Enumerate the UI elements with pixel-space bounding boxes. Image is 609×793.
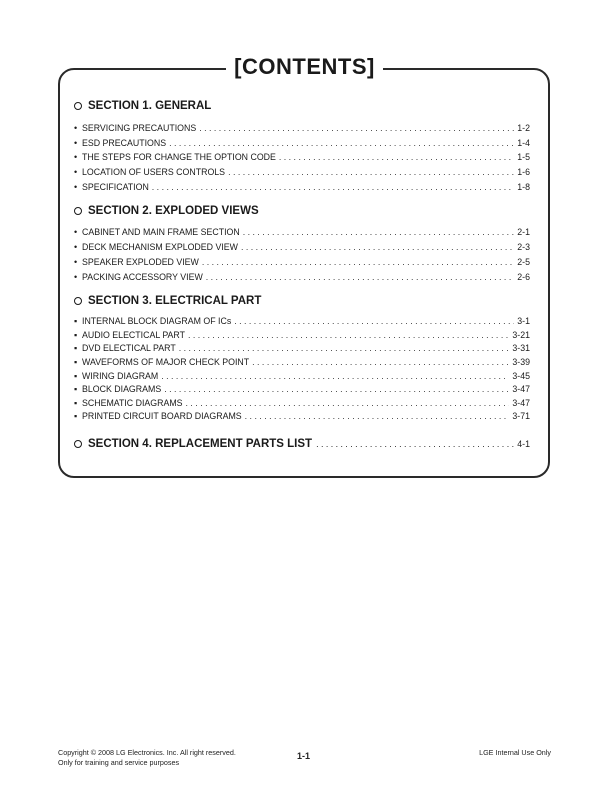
toc-entry-label: SPEAKER EXPLODED VIEW bbox=[82, 256, 199, 267]
toc-entry-label: DVD ELECTICAL PART bbox=[82, 343, 176, 354]
section-3 bbox=[74, 295, 530, 424]
dot-leader bbox=[179, 342, 510, 356]
toc-entry-page: 2-5 bbox=[517, 256, 530, 267]
bullet-icon: • bbox=[74, 152, 78, 163]
toc-entry[interactable] bbox=[74, 136, 530, 151]
toc-entry-label: BLOCK DIAGRAMS bbox=[82, 384, 162, 395]
internal-use-text: LGE Internal Use Only bbox=[479, 748, 551, 757]
toc-entry-label: SERVICING PRECAUTIONS bbox=[82, 123, 197, 133]
toc-entry-page: 3-39 bbox=[512, 356, 530, 367]
dot-leader bbox=[161, 370, 509, 384]
section-4-label: SECTION 4. REPLACEMENT PARTS LIST bbox=[88, 437, 313, 450]
bullet-icon: ▪ bbox=[74, 411, 78, 422]
bullet-icon: ▪ bbox=[74, 356, 78, 367]
dot-leader bbox=[279, 150, 514, 165]
toc-entry[interactable] bbox=[74, 255, 530, 270]
bullet-icon: • bbox=[74, 181, 78, 192]
bullet-icon: • bbox=[74, 167, 78, 178]
dot-leader bbox=[164, 383, 509, 397]
dot-leader bbox=[245, 410, 510, 424]
dot-leader bbox=[169, 136, 514, 151]
toc-entry-page: 3-47 bbox=[512, 397, 530, 408]
footer-left bbox=[58, 748, 236, 768]
section-3-heading: SECTION 3. ELECTRICAL PART bbox=[74, 295, 530, 307]
contents-list bbox=[74, 96, 530, 450]
copyright-text: Copyright © 2008 LG Electronics. Inc. All right reserved. bbox=[58, 748, 236, 757]
toc-entry-page: 2-1 bbox=[517, 227, 530, 238]
dot-leader bbox=[316, 439, 514, 449]
dot-leader bbox=[234, 315, 514, 329]
dot-leader bbox=[206, 270, 515, 285]
bullet-icon: • bbox=[74, 227, 78, 238]
dot-leader bbox=[152, 180, 514, 195]
toc-entry[interactable] bbox=[74, 315, 530, 329]
toc-entry-label: INTERNAL BLOCK DIAGRAM OF ICs bbox=[82, 316, 232, 327]
page-number: 1-1 bbox=[297, 751, 311, 761]
toc-entry[interactable] bbox=[74, 165, 530, 180]
toc-entry-page: 3-45 bbox=[512, 370, 530, 381]
toc-entry-page: 3-71 bbox=[512, 411, 530, 422]
toc-entry[interactable] bbox=[74, 329, 530, 343]
dot-leader bbox=[252, 356, 509, 370]
section-4-page: 4-1 bbox=[517, 438, 530, 449]
training-text: Only for training and service purposes bbox=[58, 758, 180, 767]
bullet-icon: • bbox=[74, 137, 78, 148]
bullet-icon: ▪ bbox=[74, 397, 78, 408]
toc-entry[interactable] bbox=[74, 240, 530, 255]
section-2 bbox=[74, 205, 530, 284]
toc-entry-page: 3-31 bbox=[512, 343, 530, 354]
bullet-icon: ▪ bbox=[74, 370, 78, 381]
circle-bullet-icon bbox=[74, 207, 82, 215]
bullet-icon: • bbox=[74, 242, 78, 253]
toc-entry-label: PACKING ACCESSORY VIEW bbox=[82, 271, 203, 282]
bullet-icon: ▪ bbox=[74, 316, 78, 327]
toc-entry-label: SPECIFICATION bbox=[82, 181, 149, 192]
toc-entry[interactable] bbox=[74, 397, 530, 411]
section-2-heading: SECTION 2. EXPLODED VIEWS bbox=[74, 205, 530, 217]
page-title: [CONTENTS] bbox=[226, 54, 383, 80]
dot-leader bbox=[186, 397, 510, 411]
dot-leader bbox=[243, 225, 515, 240]
toc-entry-page: 2-3 bbox=[517, 242, 530, 253]
toc-entry-label: ESD PRECAUTIONS bbox=[82, 137, 167, 148]
section-2-items bbox=[74, 225, 530, 284]
toc-entry-page: 1-2 bbox=[517, 123, 530, 133]
dot-leader bbox=[188, 329, 509, 343]
toc-entry[interactable] bbox=[74, 150, 530, 165]
toc-entry-page: 1-8 bbox=[517, 181, 530, 192]
toc-entry[interactable] bbox=[74, 225, 530, 240]
dot-leader bbox=[199, 121, 514, 136]
toc-entry-label: DECK MECHANISM EXPLODED VIEW bbox=[82, 242, 238, 253]
section-1-heading: SECTION 1. GENERAL bbox=[74, 100, 530, 112]
section-4[interactable] bbox=[74, 438, 530, 450]
toc-entry-label: WIRING DIAGRAM bbox=[82, 370, 159, 381]
toc-entry[interactable] bbox=[74, 370, 530, 384]
bullet-icon: • bbox=[74, 271, 78, 282]
toc-entry-page: 3-47 bbox=[512, 384, 530, 395]
bullet-icon: ▪ bbox=[74, 343, 78, 354]
toc-entry-label: WAVEFORMS OF MAJOR CHECK POINT bbox=[82, 356, 250, 367]
circle-bullet-icon bbox=[74, 102, 82, 110]
dot-leader bbox=[202, 255, 514, 270]
toc-entry[interactable] bbox=[74, 383, 530, 397]
toc-entry[interactable] bbox=[74, 121, 530, 136]
section-3-items bbox=[74, 315, 530, 424]
toc-entry-page: 3-1 bbox=[517, 316, 530, 327]
toc-entry[interactable] bbox=[74, 270, 530, 285]
toc-entry-page: 1-5 bbox=[517, 152, 530, 163]
toc-entry-page: 3-21 bbox=[512, 329, 530, 340]
toc-entry[interactable] bbox=[74, 356, 530, 370]
section-1 bbox=[74, 100, 530, 194]
title-wrap bbox=[0, 54, 609, 80]
toc-entry[interactable] bbox=[74, 180, 530, 195]
toc-entry-label: AUDIO ELECTICAL PART bbox=[82, 329, 185, 340]
toc-entry-page: 2-6 bbox=[517, 271, 530, 282]
toc-entry-label: PRINTED CIRCUIT BOARD DIAGRAMS bbox=[82, 411, 242, 422]
bullet-icon: ▪ bbox=[74, 384, 78, 395]
bullet-icon: • bbox=[74, 256, 78, 267]
toc-entry-label: SCHEMATIC DIAGRAMS bbox=[82, 397, 183, 408]
bullet-icon: ▪ bbox=[74, 329, 78, 340]
toc-entry-label: THE STEPS FOR CHANGE THE OPTION CODE bbox=[82, 152, 276, 163]
bullet-icon: • bbox=[74, 123, 78, 133]
dot-leader bbox=[241, 240, 514, 255]
toc-entry-page: 1-4 bbox=[517, 137, 530, 148]
circle-bullet-icon bbox=[74, 440, 82, 448]
toc-entry-label: LOCATION OF USERS CONTROLS bbox=[82, 167, 226, 178]
dot-leader bbox=[228, 165, 514, 180]
circle-bullet-icon bbox=[74, 297, 82, 305]
toc-entry[interactable] bbox=[74, 342, 530, 356]
toc-entry-label: CABINET AND MAIN FRAME SECTION bbox=[82, 227, 240, 238]
section-1-items bbox=[74, 121, 530, 194]
toc-entry-page: 1-6 bbox=[517, 167, 530, 178]
toc-entry[interactable] bbox=[74, 410, 530, 424]
